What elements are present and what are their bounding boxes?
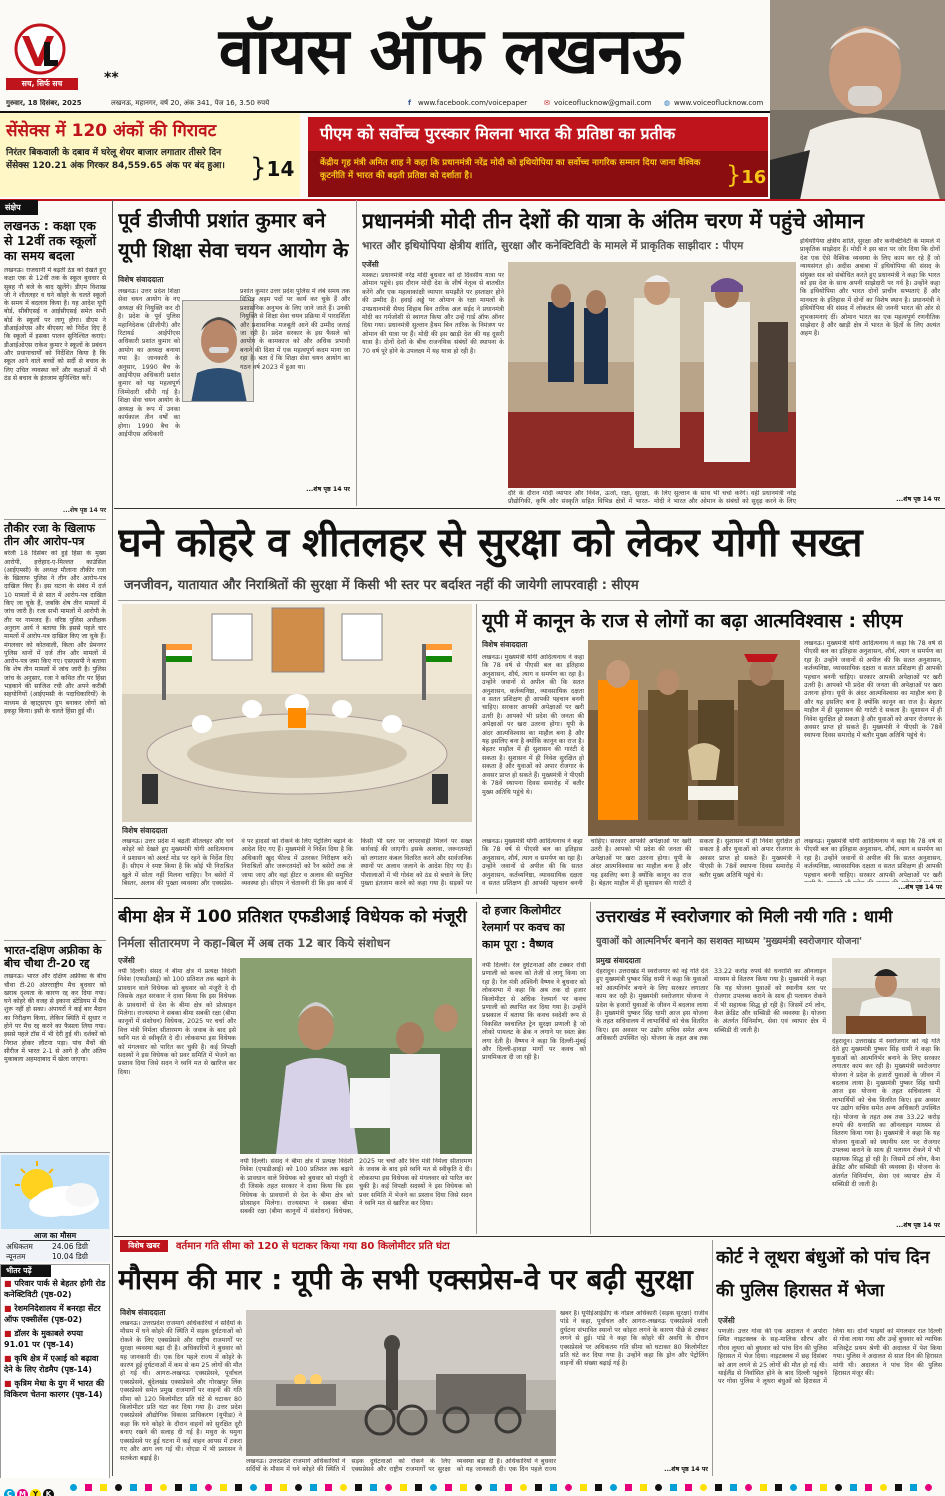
registration-swatch [160, 1484, 167, 1491]
teaser-pm-award[interactable] [308, 113, 768, 197]
bullet-icon: ■ [4, 1354, 15, 1363]
inside-item[interactable]: ■ कृषि क्षेत्र में एआई को बढ़ावा देने के लिए रोडमैप (पृष्ठ-14) [4, 1354, 99, 1374]
facebook-link[interactable]: www.facebook.com/voicepaper [418, 99, 528, 107]
weather-box [0, 1152, 110, 1262]
registration-swatch [115, 1484, 122, 1491]
dgp-headline[interactable]: पूर्व डीजीपी प्रशांत कुमार बने यूपी शिक्षा सेवा चयन आयोग के [118, 208, 349, 262]
registration-swatch [280, 1484, 287, 1491]
cmyk-marks [4, 1481, 56, 1496]
registration-swatch [310, 1484, 317, 1491]
kavach-body: नयी दिल्ली। रेल दुर्घटनाओं और टक्कर रोधी प्रणाली को कवच को तेजी से लागू किया जा रहा है। रेल मंत्री अश्विनी वैष्णव ने बुधवार को लोकसभा में कहा कि अब तक दो हजार किलोमीटर से अधिक रेलमार्ग पर कवच प्रणाली को स्थापित कर दिया गया है। उन्होंने प्रश्नकाल में बताया कि कवच स्वदेशी रूप से विकसित स्वचालित ट्रेन सुरक्षा प्रणाली है जो लोको पायलट के ब्रेक न लगाने पर स्वतः ब्रेक लगा देती है। वैष्णव ने कहा कि दिल्ली-मुंबई और दिल्ली-हावड़ा मार्गों पर कवच को प्राथमिकता दी जा रही है। [482, 962, 586, 1062]
registration-swatch [130, 1484, 137, 1491]
registration-swatch [295, 1484, 302, 1491]
registration-swatch [190, 1484, 197, 1491]
brief-title[interactable]: भारत-दक्षिण अफ्रीका के बीच चौथा टी-20 रद्द [4, 940, 106, 970]
court-body: पणजी। उत्तर गोवा की एक अदालत ने अर्पोरा स्थित नाइटक्लब के सह-मालिक सौरभ और गौरव लूथरा को बुधवार को पांच दिन की पुलिस हिरासत में भेज दिया। नाइटक्लब में छह दिसंबर को आग लगने से 25 लोगों की मौत हो गई थी। थाईलैंड से निर्वासित होने के बाद दिल्ली पहुंचने पर गोवा पुलिस ने लूथरा बंधुओं को हिरासत में लिया था। दोनों भाइयों को मंगलवार रात दिल्ली से गोवा लाया गया और उन्हें बुधवार को न्यायिक मजिस्ट्रेट प्रथम श्रेणी की अदालत में पेश किया गया। पुलिस ने अदालत से सात दिन की हिरासत मांगी थी। अदालत ने पांच दिन की पुलिस हिरासत मंजूर की। [718, 1328, 942, 1386]
registration-swatch [175, 1484, 182, 1491]
registration-swatch [460, 1484, 467, 1491]
registration-swatch [565, 1484, 572, 1491]
modi-byline: एजेंसी [362, 260, 379, 269]
insurance-subhead: निर्मला सीतारमण ने कहा-बिल में अब तक 12 बार किये संशोधन [118, 936, 391, 950]
law-headline[interactable]: यूपी में कानून के राज से लोगों का बढ़ा आत्मविश्वास : सीएम [482, 610, 903, 632]
modi-continued[interactable]: ...शेष पृष्ठ 14 पर [896, 496, 940, 503]
teaser-sensex-text: निरंतर बिकवाली के दबाव में घरेलू शेयर बाजार लगातार तीसरे दिन सेंसेक्स 120.21 अंक गिरकर 84,559.65 अंक पर बंद हुआ। [6, 148, 225, 171]
registration-swatch [760, 1484, 767, 1491]
registration-swatch [655, 1484, 662, 1491]
registration-swatch [775, 1484, 782, 1491]
registration-swatch [745, 1484, 752, 1491]
registration-swatch [340, 1484, 347, 1491]
registration-swatch [235, 1484, 242, 1491]
registration-swatch [880, 1484, 887, 1491]
court-byline: एजेंसी [718, 1316, 735, 1325]
modi-oman-photo [508, 262, 796, 488]
court-headline[interactable]: कोर्ट ने लूथरा बंधुओं को पांच दिन की पुलिस हिरासत में भेजा [716, 1248, 930, 1301]
registration-swatch [700, 1484, 707, 1491]
teaser-pm-page: }16 [726, 161, 767, 189]
law-body-d: लखनऊ। मुख्यमंत्री योगी आदित्यनाथ ने कहा कि 78 वर्ष से पीएसी बल का इतिहास अनुशासन, शौर्य, त्याग व समर्पण का रहा है। उन्होंने जवानों से अपील की कि सतत अनुशासन, कर्तव्यनिष्ठा, व्यावसायिक दक्षता व सतत प्रशिक्षण ही आपकी पहचान बननी चाहिए। सरकार आपकी अपेक्षाओं पर खरी [804, 838, 942, 879]
registration-swatch [640, 1484, 647, 1491]
registration-swatch [805, 1484, 812, 1491]
inside-item[interactable]: ■ परिवार पार्क से बेहतर होगी रोड कनेक्टिविटी (पृष्ठ-02) [4, 1279, 106, 1299]
voice-logo-icon [8, 22, 72, 86]
fog-kicker-line: वर्तमान गति सीमा को 120 से घटाकर किया गया 80 किलोमीटर प्रति घंटा [176, 1241, 450, 1252]
registration-swatch [490, 1484, 497, 1491]
dgp-body-b: प्रशांत कुमार उत्तर प्रदेश पुलिस में लंबे समय तक विभिन्न अहम पदों पर कार्य कर चुके हैं और प्रशासनिक अनुभव के लिए जाने जाते हैं। उनकी नियुक्ति से शिक्षा सेवा चयन प्रक्रिया में पारदर्शिता और प्रशासनिक मजबूती आने की उम्मीद जताई जा रही है। प्रदेश सरकार के इस फैसले को आयोग के कामकाज को और अधिक प्रभावी बनाने की दिशा में एक महत्वपूर्ण कदम माना जा रहा है। बता दें कि शिक्षा सेवा चयन आयोग का गठन वर्ष 2023 में हुआ था। [240, 288, 350, 371]
registration-swatch [400, 1484, 407, 1491]
masthead-stars: ** [104, 70, 119, 86]
fog-byline: विशेष संवाददाता [120, 1308, 166, 1317]
registration-swatch [415, 1484, 422, 1491]
brief-title[interactable]: तौकीर रजा के खिलाफ तीन और आरोप-पत्र [4, 519, 106, 547]
teaser-sensex[interactable] [0, 113, 300, 197]
registration-swatch [70, 1484, 77, 1491]
kavach-headline[interactable]: दो हजार किलोमीटर रेलमार्ग पर कवच का काम पूरा : वैष्णव [482, 904, 565, 951]
yogi-byline: विशेष संवाददाता [122, 826, 168, 835]
registration-swatch [355, 1484, 362, 1491]
registration-swatch [850, 1484, 857, 1491]
registration-swatch [865, 1484, 872, 1491]
issue-date: गुरुवार, 18 दिसंबर, 2025 [6, 99, 82, 107]
facebook-icon: f [408, 99, 412, 107]
bullet-icon: ■ [4, 1379, 15, 1388]
inside-item[interactable]: ■ रेशमनिदेशालय में बनरहा सेंटर ऑफ एक्सीलेंस (पृष्ठ-02) [4, 1304, 101, 1324]
registration-swatch [730, 1484, 737, 1491]
bullet-icon: ■ [4, 1279, 15, 1288]
brief-body: बरेली 18 दिसंबर को हुई हिंसा के मुख्य आरोपी, इत्तेहाद-ए-मिल्लत काउंसिल (आईएमसी) के अध्यक्ष मौलाना तौकीर रजा के खिलाफ पुलिस ने तीन और आरोप-पत्र दाखिल किए हैं। इस घटना के संबंध में दर्ज 10 मामलों में से सात में आरोप-पत्र दाखिल किए जा चुके हैं, जबकि शेष तीन मामलों में जांच जारी है। रजा सभी मामलों में आरोपी के तौर पर नामजद हैं। वरिष्ठ पुलिस अधीक्षक अनुराग आर्य ने बताया कि इससे पहले चार मामलों में आरोप-पत्र दाखिल किए जा चुके हैं। मंगलवार को कोतवाली, किला और प्रेमनगर पुलिस थानों में दर्ज तीन और मामलों में आरोप-पत्र जमा किए गए। एसएसपी ने बताया कि शेष तीन मामलों में जांच जारी है। पुलिस जांच के अनुसार, रजा ने कथित तौर पर हिंसा भड़काने की साजिश रची और अपने करीबी सहयोगियों (आईएमसी के पदाधिकारियों) के माध्यम से व्हाट्सएप ग्रुप बनाकर लोगों को इकट्ठा किया। इसी के चलते हिंसा हुई थी। [4, 550, 106, 715]
bullet-icon: ■ [4, 1304, 15, 1313]
cmyk-c: C [4, 1489, 15, 1496]
registration-swatch [475, 1484, 482, 1491]
uttarakhand-byline: प्रमुख संवाददाता [596, 956, 641, 965]
insurance-headline[interactable]: बीमा क्षेत्र में 100 प्रतिशत एफडीआई विधेयक को मंजूरी [118, 907, 467, 927]
fog-body-c: खबर है। यूपीईआईडीए के नोडल अधिकारी (सड़क सुरक्षा) राजीव पांडे ने कहा, पूर्वांचल और आगरा-लखनऊ एक्सप्रेसवे वाली दुर्घटना संभावित स्थानों पर कोहरा लगने के कारण पीछे से टक्कर लगने से हुई। पांडे ने कहा कि कोहरे की अवधि के दौरान एक्सप्रेसवे पर अधिकतम गति सीमा को घटाकर 80 किलोमीटर प्रति घंटे कर दिया गया है। उन्होंने कहा कि ड्रोन और पेट्रोलिंग वाहनों की संख्या बढ़ाई गई है। [560, 1310, 708, 1368]
insurance-body-a: नयी दिल्ली। संसद ने बीमा क्षेत्र में प्रत्यक्ष विदेशी निवेश (एफडीआई) को 100 प्रतिशत तक बढ़ाने के प्रावधान वाले विधेयक को बुधवार को मंजूरी दे दी जिसके तहत सरकार ने दावा किया कि इस विधेयक के प्रावधानों से देश के बीमा क्षेत्र को प्रोत्साहन मिलेगा। राज्यसभा ने सबका बीमा सबकी रक्षा (बीमा कानूनों में संशोधन) विधेयक, 2025 पर चर्चा और वित्त मंत्री निर्मला सीतारमण के जवाब के बाद इसे ध्वनि मत से स्वीकृति दे दी। लोकसभा इस विधेयक को मंगलवार को पारित कर चुकी है। कई विपक्षी सदस्यों ने इस विधेयक को प्रवर समिति में भेजने का प्रस्ताव दिया जिसे सदन ने ध्वनि मत से खारिज कर दिया। [118, 968, 236, 1076]
registration-swatch [670, 1484, 677, 1491]
fog-body-b: लखनऊ। उत्तरप्रदेश राजमार्ग अधिकारियों ने सर्दियों के मौसम में घने कोहरे की स्थिति में सड़क दुर्घटनाओं को रोकने के लिए एक्सप्रेसवे और राष्ट्रीय राजमार्गों पर सुरक्षा व्यवस्था बढ़ा दी है। अधिकारियों ने बुधवार को यह जानकारी दी। एक दिन पहले राज्य [246, 1458, 556, 1474]
cmyk-k: K [43, 1489, 54, 1496]
registration-swatch [520, 1484, 527, 1491]
registration-swatch [595, 1484, 602, 1491]
dgp-body-a: लखनऊ। उत्तर प्रदेश शिक्षा सेवा चयन आयोग के नए अध्यक्ष की नियुक्ति कर दी है। प्रदेश के पूर्व पुलिस महानिदेशक (डीजीपी) और रिटायर्ड आईपीएस अधिकारी प्रशांत कुमार को आयोग का अध्यक्ष बनाया गया है। जानकारी के अनुसार, 1990 बैच के आईपीएस अधिकारी प्रशांत कुमार को यह महत्वपूर्ण जिम्मेदारी सौंपी गई है। शिक्षा सेवा चयन आयोग के अध्यक्ष के रूप में उनका कार्यकाल तीन वर्षों का होगा। 1990 बैच के आईपीएस अधिकारी [118, 288, 180, 438]
fog-continued[interactable]: ...शेष पृष्ठ 14 पर [664, 1466, 708, 1473]
fog-headline[interactable]: मौसम की मार : यूपी के सभी एक्सप्रेस-वे पर बढ़ी सुरक्षा [118, 1263, 693, 1296]
partly-cloudy-icon [1, 1155, 109, 1229]
edition-info: लखनऊ, महानगर, वर्ष 20, अंक 341, पेज 16, 3.50 रुपये [111, 99, 270, 107]
cmyk-m: M [17, 1489, 28, 1496]
registration-swatch [505, 1484, 512, 1491]
uttarakhand-body-a: देहरादून। उत्तराखंड में स्वरोजगार को नई गति देते हुए मुख्यमंत्री पुष्कर सिंह धामी ने कहा कि युवाओं को आत्मनिर्भर बनाने के लिए सरकार लगातार काम कर रही है। मुख्यमंत्री स्वरोजगार योजना ने प्रदेश के हजारों युवाओं के जीवन में बदलाव लाया है। मुख्यमंत्री पुष्कर सिंह धामी आज इस योजना के तहत सचिवालय में लाभार्थियों को चेक वितरित किए। इस अवसर पर उद्योग सचिव समेत अन्य अधिकारी उपस्थित रहे। योजना के तहत अब तक 33.22 करोड़ रुपये की धनराशि का ऑनलाइन माध्यम से वितरण किया गया है। मुख्यमंत्री ने कहा कि यह योजना युवाओं को स्थानीय स्तर पर रोजगार उपलब्ध कराने के साथ ही पलायन रोकने में भी सहायक सिद्ध हो रही है। जिसमें टर्म लोन, कैश क्रेडिट और सब्सिडी की व्यवस्था है। योजना के अंतर्गत विनिर्माण, सेवा एवं व्यापार क्षेत्र में सब्सिडी दी जाती है। [596, 968, 826, 1043]
registration-swatch [85, 1484, 92, 1491]
logo-tagline: सच, सिर्फ सच [6, 78, 78, 90]
registration-swatch [145, 1484, 152, 1491]
registration-swatch [265, 1484, 272, 1491]
yogi-headline[interactable]: घने कोहरे व शीतलहर से सुरक्षा को लेकर योगी सख्त [118, 520, 863, 566]
law-continued[interactable]: ...शेष पृष्ठ 14 पर [898, 884, 942, 891]
registration-swatch [250, 1484, 257, 1491]
yogi-meeting-photo [122, 604, 472, 822]
cmyk-y: Y [30, 1489, 41, 1496]
registration-swatch [610, 1484, 617, 1491]
modi-body-a: मस्कट। प्रधानमंत्री नरेंद्र मोदी बुधवार को दो दिवसीय यात्रा पर ओमान पहुंचे। इस दौरान मोदी देश के शीर्ष नेतृत्व से बातचीत करेंगे और एक महत्वाकांक्षी व्यापार समझौते पर हस्ताक्षर होने की उम्मीद है। हवाई अड्डे पर ओमान के रक्षा मामलों के उपप्रधानमंत्री सैयद शिहाब बिन तारिक अल सईद ने प्रधानमंत्री मोदी का गर्मजोशी से स्वागत किया और उन्हें गार्ड ऑफ ऑनर दिया गया। प्रधानमंत्री सुल्तान हैथम बिन तारिक के निमंत्रण पर ओमान की यात्रा पर हैं। मोदी की इस खाड़ी देश की यह दूसरी यात्रा है। दोनों देशों के बीच राजनयिक संबंधों की स्थापना के 70 वर्ष पूरे होने के उपलक्ष्य में यह यात्रा हो रही है। [362, 272, 504, 355]
inside-item[interactable]: ■ डॉलर के मुकाबले रुपया 91.01 पर (पृष्ठ-14) [4, 1329, 83, 1349]
insurance-body-b: नयी दिल्ली। संसद ने बीमा क्षेत्र में प्रत्यक्ष विदेशी निवेश (एफडीआई) को 100 प्रतिशत तक बढ़ाने के प्रावधान वाले विधेयक को बुधवार को मंजूरी दे दी जिसके तहत सरकार ने दावा किया कि इस विधेयक के प्रावधानों से देश के बीमा क्षेत्र को प्रोत्साहन मिलेगा। राज्यसभा ने सबका बीमा सबकी रक्षा (बीमा कानूनों में संशोधन) विधेयक, 2025 पर चर्चा और वित्त मंत्री निर्मला सीतारमण के जवाब के बाद इसे ध्वनि मत से स्वीकृति दे दी। लोकसभा इस विधेयक को मंगलवार को पारित कर चुकी है। कई विपक्षी सदस्यों ने इस विधेयक को प्रवर समिति में भेजने का प्रस्ताव दिया जिसे सदन ने ध्वनि मत से खारिज कर दिया। [240, 1158, 472, 1216]
registration-swatch [445, 1484, 452, 1491]
dateline [6, 99, 945, 111]
registration-swatch [370, 1484, 377, 1491]
inside-pages-heading: भीतर पढ़ें [1, 1265, 51, 1277]
teaser-sensex-page: }14 [250, 153, 295, 183]
uttarakhand-headline[interactable]: उत्तराखंड में स्वरोजगार को मिली नयी गति : धामी [596, 907, 893, 926]
law-body-c: लखनऊ। मुख्यमंत्री योगी आदित्यनाथ ने कहा कि 78 वर्ष से पीएसी बल का इतिहास अनुशासन, शौर्य, त्याग व समर्पण का रहा है। उन्होंने जवानों से अपील की कि सतत अनुशासन, कर्तव्यनिष्ठा, व्यावसायिक दक्षता व सतत प्रशिक्षण ही आपकी पहचान बननी चाहिए। सरकार आपकी अपेक्षाओं पर खरी उतरी है। आपको भी प्रदेश की जनता की अपेक्षाओं पर खरा उतरना होगा। यूपी के अंदर आत्मविश्वास का माहौल बना है और यह इसलिए बना है क्योंकि कानून का राज है। बेहतर माहौल में ही सुशासन की गारंटी दे सकता है। सुशासन में ही निवेश सुरक्षित हो सकता है और युवाओं को अपार रोजगार के अवसर प्राप्त हो सकते हैं। मुख्यमंत्री ने पीएसी के 78वें स्थापना दिवस समारोह में बतौर मुख्य अतिथि पहुंचे थे। [482, 838, 800, 888]
registration-swatch [625, 1484, 632, 1491]
pac-ceremony-photo [588, 640, 800, 836]
registration-strip [70, 1484, 940, 1491]
weather-min-value: 10.04 डिग्री [52, 1252, 88, 1261]
weather-max-label: अधिकतम [6, 1242, 33, 1251]
registration-swatch [835, 1484, 842, 1491]
brief-continued[interactable]: ...शेष पृष्ठ 14 पर [62, 507, 106, 514]
weather-heading: आज का मौसम [20, 1231, 90, 1241]
fog-road-photo [246, 1310, 556, 1456]
modi-caption-a: दौरे के दौरान मोदी व्यापार और निवेश, ऊर्जा, रक्षा, सुरक्षा, प्रौद्योगिकी, कृषि और संस्कृति सहित विभिन्न क्षेत्रों में भारत- [508, 490, 650, 506]
globe-icon: ◍ [664, 99, 671, 107]
newspaper-logo [8, 22, 72, 86]
masthead-title: वॉयस ऑफ लखनऊ [218, 14, 682, 89]
registration-swatch [385, 1484, 392, 1491]
print-color-bar [0, 1478, 945, 1496]
registration-swatch [820, 1484, 827, 1491]
fog-kicker: विशेष खबर [120, 1240, 168, 1252]
registration-swatch [430, 1484, 437, 1491]
registration-swatch [220, 1484, 227, 1491]
uttarakhand-continued[interactable]: ...शेष पृष्ठ 14 पर [896, 1222, 940, 1229]
teaser-sensex-title: सेंसेक्स में 120 अंकों की गिरावट [6, 121, 217, 141]
dhami-photo [832, 958, 940, 1034]
sidebar-section-label: संक्षेप [0, 200, 38, 215]
yogi-body: लखनऊ। उत्तर प्रदेश में बढ़ती शीतलहर और घने कोहरे को देखते हुए मुख्यमंत्री योगी आदित्यनाथ ने प्रशासन को अलर्ट मोड पर रहने के निर्देश दिए हैं। सीएम ने स्पष्ट किया है कि कोई भी निराश्रित खुले में सोता नहीं मिलना चाहिए। रैन बसेरों में बिस्तर, अलाव की पुख्ता व्यवस्था और एक्सप्रेस-वे पर हादसों को रोकने के लिए पेट्रोलिंग बढ़ाने के आदेश दिए गए हैं। मुख्यमंत्री ने निर्देश दिया है कि अधिकारी खुद फील्ड में उतरकर निरीक्षण करें। निराश्रितों और जरूरतमंदों को रैन बसेरों तक ले जाया जाए और वहां हीटर व अलाव की समुचित व्यवस्था हो। सीएम ने चेतावनी दी कि इस कार्य में किसी भी स्तर पर लापरवाही मिलने पर सख्त कार्रवाई की जाएगी। इसके अलावा, जरूरतमंदों को लगातार कंबल वितरित करने और सार्वजनिक स्थानों पर अलाव जलाने के आदेश दिए गए हैं। पौशालाओं में भी गोवंश को ठंड से बचाने के लिए पुख्ता इंतजाम करने को कहा गया है। सड़कों पर [122, 838, 472, 888]
sitharaman-photo [240, 958, 472, 1154]
weather-max-value: 24.06 डिग्री [52, 1242, 88, 1251]
dgp-byline: विशेष संवाददाता [118, 275, 164, 284]
registration-swatch [535, 1484, 542, 1491]
registration-swatch [325, 1484, 332, 1491]
brace-icon: } [726, 161, 742, 189]
fog-body-a: लखनऊ। उत्तरप्रदेश राजमार्ग अधिकारियों ने सर्दियों के मौसम में घने कोहरे की स्थिति में सड़क दुर्घटनाओं को रोकने के लिए एक्सप्रेसवे और राष्ट्रीय राजमार्गों पर सुरक्षा व्यवस्था बढ़ा दी है। अधिकारियों ने बुधवार को यह जानकारी दी। एक दिन पहले राज्य में कोहरे के कारण हुई दुर्घटनाओं में कम से कम 25 लोगों की मौत हो गई थी। आगरा-लखनऊ एक्सप्रेसवे, पूर्वांचल एक्सप्रेसवे, बुंदेलखंड एक्सप्रेसवे और गोरखपुर लिंक एक्सप्रेसवे समेत प्रमुख राजमार्गों पर वाहनों की गति सीमा को 120 किलोमीटर प्रति घंटे से घटाकर 80 किलोमीटर प्रति घंटा कर दिया गया है। उत्तर प्रदेश एक्सप्रेसवे औद्योगिक विकास प्राधिकरण (यूपीडा) ने कहा कि घने कोहरे के दौरान वाहनों को सुरक्षित दूरी बनाए रखने की सलाह दी गई है। मथुरा के यमुना एक्सप्रेसवे पर हुई घटना में कई वाहन आपस में टकरा गए और आग लग गई थी। नोएडा में भी प्रशासन ने सतर्कता बढ़ाई है। [120, 1320, 242, 1462]
registration-swatch [550, 1484, 557, 1491]
brief-body: लखनऊ। राजधानी में बढ़ती ठंड को देखते हुए कक्षा एक से 12वीं तक के स्कूल बुधवार से सुबह नौ बजे के बाद खुलेंगे। डीएम विशाख जी ने शीतलहर व घने कोहरे के चलते स्कूलों के समय में बदलाव किया है। यह आदेश यूपी बोर्ड, सीबीएसई व आईसीएसई समेत सभी बोर्ड के स्कूलों पर लागू होगा। डीएम ने डीआईओएस और बीएसए को निर्देश दिए हैं कि स्कूलों में इसका पालन सुनिश्चित कराएं। डीआईओएस राकेश कुमार ने स्कूलों के प्रबंधन और प्रधानाचार्यों को निर्देशित किया है कि स्कूल आने वाले बच्चों को सर्दी से बचाव के लिए उचित व्यवस्था करें और कक्षाओं में भी ठंड से बचाव के इंतजाम सुनिश्चित करें। [4, 267, 106, 382]
registration-swatch [910, 1484, 917, 1491]
weather-min-label: न्यूनतम [6, 1252, 26, 1261]
brief-body: लखनऊ। भारत और दक्षिण अफ्रीका के बीच चौथा टी-20 अंतरराष्ट्रीय मैच बुधवार को खराब दृश्यता के कारण रद्द कर दिया गया। घने कोहरे की वजह से इकाना स्टेडियम में मैच शुरू नहीं हो सका। अंपायरों ने कई बार मैदान का निरीक्षण किया, लेकिन स्थिति में सुधार न होने पर मैच रद्द करने का फैसला लिया गया। इससे पहले टॉस में भी देरी हुई थी। दर्शकों को निराश होकर लौटना पड़ा। पांच मैचों की सीरीज में भारत 2-1 से आगे है और अंतिम मुकाबला अहमदाबाद में खेला जाएगा। [4, 973, 106, 1064]
registration-swatch [100, 1484, 107, 1491]
law-body-b: लखनऊ। मुख्यमंत्री योगी आदित्यनाथ ने कहा कि 78 वर्ष से पीएसी बल का इतिहास अनुशासन, शौर्य, त्याग व समर्पण का रहा है। उन्होंने जवानों से अपील की कि सतत अनुशासन, कर्तव्यनिष्ठा, व्यावसायिक दक्षता व सतत प्रशिक्षण ही आपकी पहचान बननी चाहिए। सरकार आपकी अपेक्षाओं पर खरी उतरी है। आपको भी प्रदेश की जनता की अपेक्षाओं पर खरा उतरना होगा। यूपी के अंदर आत्मविश्वास का माहौल बना है और यह इसलिए बना है क्योंकि कानून का राज है। बेहतर माहौल में ही सुशासन की गारंटी दे सकता है। सुशासन में ही निवेश सुरक्षित हो सकता है और युवाओं को अपार रोजगार के अवसर प्राप्त हो सकते हैं। मुख्यमंत्री ने पीएसी के 78वें स्थापना दिवस समारोह में बतौर मुख्य अतिथि पहुंचे थे। [804, 640, 942, 740]
email-link[interactable]: voiceoflucknow@gmail.com [554, 99, 652, 107]
brace-icon: } [250, 153, 267, 183]
website-link[interactable]: www.voiceoflucknow.com [674, 99, 764, 107]
brief-title[interactable]: लखनऊ : कक्षा एक से 12वीं तक स्कूलों का समय बदला [4, 218, 96, 263]
registration-swatch [715, 1484, 722, 1491]
registration-swatch [925, 1484, 932, 1491]
yogi-subhead: जनजीवन, यातायात और निराश्रितों की सुरक्षा में किसी भी स्तर पर बर्दाश्त नहीं की जायेगी लापरवाही : सीएम [124, 578, 639, 593]
modi-subhead: भारत और इथियोपिया क्षेत्रीय शांति, सुरक्षा और कनेक्टिविटी के मामले में प्राकृतिक साझीदार : पीएम [362, 240, 744, 252]
registration-swatch [790, 1484, 797, 1491]
email-icon: ✉ [544, 99, 550, 107]
modi-body-c: इथियोपिया क्षेत्रीय शांति, सुरक्षा और कनेक्टिविटी के मामले में प्राकृतिक साझेदार हैं। मोदी ने इस बात पर जोर दिया कि दोनों देश एक ऐसे वैश्विक व्यवस्था के लिए काम कर रहे हैं जो न्यायसंगत हो। अदीस अबाबा में इथियोपिया की संसद के संयुक्त सत्र को संबोधित करते हुए प्रधानमंत्री ने कहा कि भारत को इस देश के साथ अपनी साझेदारी पर गर्व है। उन्होंने कहा कि इथियोपिया और भारत दोनों प्राचीन सभ्यताएं हैं और मानवता के इतिहास में दोनों का विशेष स्थान है। प्रधानमंत्री ने इथियोपिया की संसद में लोकतंत्र की जननी भारत की ओर से शुभकामनाएं दीं। ओमान भारत का एक महत्वपूर्ण रणनीतिक साझेदार है और खाड़ी क्षेत्र में भारत के हितों के लिए अत्यंत अहम है। [800, 238, 940, 338]
inside-item[interactable]: ■ कृत्रिम मेधा के युग में भारत की विकिरण चेतना कारगर (पृष्ठ-14) [4, 1379, 105, 1399]
teaser-pm-title: पीएम को सर्वोच्च पुरस्कार मिलना भारत की प्रतिष्ठा का प्रतीक [308, 117, 768, 151]
registration-swatch [685, 1484, 692, 1491]
registration-swatch [205, 1484, 212, 1491]
inside-pages-box [0, 1264, 110, 1486]
modi-headline[interactable]: प्रधानमंत्री मोदी तीन देशों की यात्रा के अंतिम चरण में पहुंचे ओमान [362, 209, 865, 233]
law-body-a: लखनऊ। मुख्यमंत्री योगी आदित्यनाथ ने कहा कि 78 वर्ष से पीएसी बल का इतिहास अनुशासन, शौर्य, त्याग व समर्पण का रहा है। उन्होंने जवानों से अपील की कि सतत अनुशासन, कर्तव्यनिष्ठा, व्यावसायिक दक्षता व सतत प्रशिक्षण ही आपकी पहचान बननी चाहिए। सरकार आपकी अपेक्षाओं पर खरी उतरी है। आपको भी प्रदेश की जनता की अपेक्षाओं पर खरा उतरना होगा। यूपी के अंदर आत्मविश्वास का माहौल बना है और यह इसलिए बना है क्योंकि कानून का राज है। बेहतर माहौल में ही सुशासन की गारंटी दे सकता है। सुशासन में ही निवेश सुरक्षित हो सकता है और युवाओं को अपार रोजगार के अवसर प्राप्त हो सकते हैं। मुख्यमंत्री ने पीएसी के 78वें स्थापना दिवस समारोह में बतौर मुख्य अतिथि पहुंचे थे। [482, 654, 584, 796]
law-byline: विशेष संवाददाता [482, 640, 528, 649]
bullet-icon: ■ [4, 1329, 15, 1338]
uttarakhand-body-b: देहरादून। उत्तराखंड में स्वरोजगार को नई गति देते हुए मुख्यमंत्री पुष्कर सिंह धामी ने कहा कि युवाओं को आत्मनिर्भर बनाने के लिए सरकार लगातार काम कर रही है। मुख्यमंत्री स्वरोजगार योजना ने प्रदेश के हजारों युवाओं के जीवन में बदलाव लाया है। मुख्यमंत्री पुष्कर सिंह धामी आज इस योजना के तहत सचिवालय में लाभार्थियों को चेक वितरित किए। इस अवसर पर उद्योग सचिव समेत अन्य अधिकारी उपस्थित रहे। योजना के तहत अब तक 33.22 करोड़ रुपये की धनराशि का ऑनलाइन माध्यम से वितरण किया गया है। मुख्यमंत्री ने कहा कि यह योजना युवाओं को स्थानीय स्तर पर रोजगार उपलब्ध कराने के साथ ही पलायन रोकने में भी सहायक सिद्ध हो रही है। जिसमें टर्म लोन, कैश क्रेडिट और सब्सिडी की व्यवस्था है। योजना के अंतर्गत विनिर्माण, सेवा एवं व्यापार क्षेत्र में सब्सिडी दी जाती है। [832, 1038, 940, 1188]
registration-swatch [895, 1484, 902, 1491]
registration-swatch [580, 1484, 587, 1491]
dgp-continued[interactable]: ...शेष पृष्ठ 14 पर [306, 486, 350, 493]
uttarakhand-subhead: युवाओं को आत्मनिर्भर बनाने का सशक्त माध्यम 'मुख्यमंत्री स्वरोजगार योजना' [596, 936, 863, 947]
teaser-pm-text: केंद्रीय गृह मंत्री अमित शाह ने कहा कि प्रधानमंत्री नरेंद्र मोदी को इथियोपिया का सर्वोच्च नागरिक सम्मान दिया जाना वैश्विक कूटनीति में भारत की बढ़ती प्रतिष्ठा को दर्शाता है। [320, 158, 701, 181]
modi-caption-b: के लिए सुल्तान के साथ भी चर्चा करेंगे। वहीं प्रधानमंत्री नरेंद्र मोदी ने भारत और ओमान के संबंधों को सुदृढ़ करने के लिए [654, 490, 796, 506]
insurance-byline: एजेंसी [118, 956, 135, 965]
